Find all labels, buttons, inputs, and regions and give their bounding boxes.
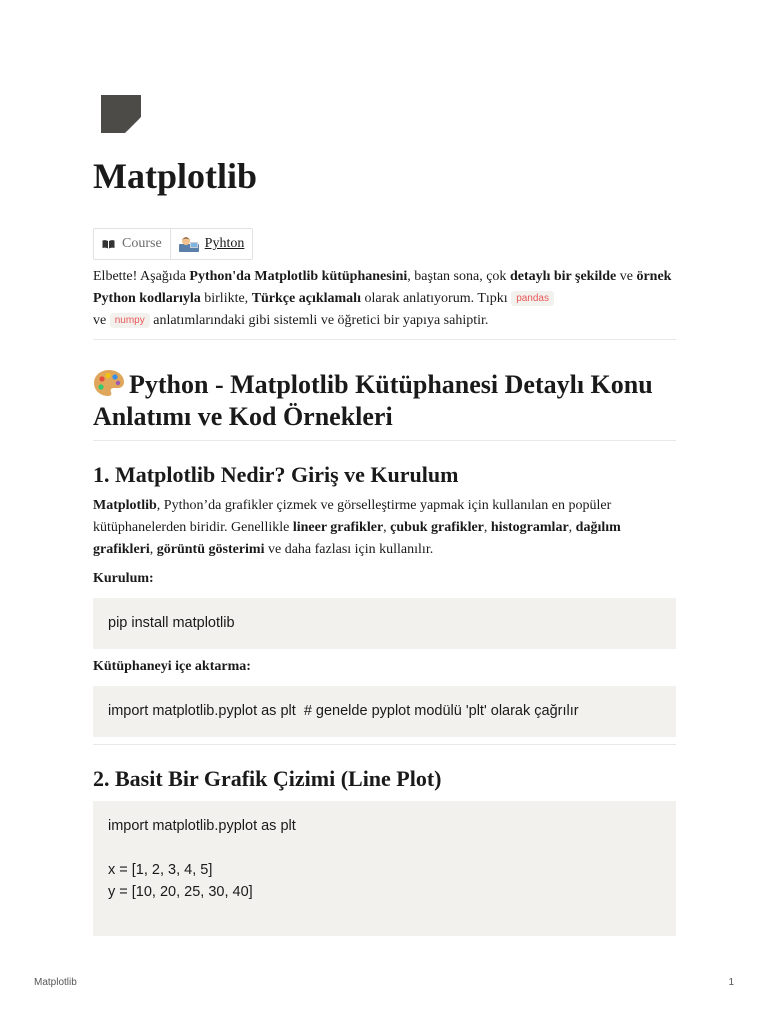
intro-paragraph [93, 266, 676, 332]
install-code-block[interactable]: pip install matplotlib [93, 598, 676, 649]
s1-bold-6: görüntü gösterimi [156, 542, 265, 557]
footer-title: Matplotlib [34, 977, 77, 988]
s1-bold-2: lineer grafikler [292, 520, 384, 535]
sticky-note-icon [101, 95, 141, 133]
page-title: Matplotlib [93, 156, 258, 196]
intro-bold-2: detaylı bir şekilde [509, 269, 617, 284]
property-type-label: Course [122, 236, 162, 251]
s1-bold-4: histogramlar [490, 520, 569, 535]
import-label: Kütüphaneyi içe aktarma: [93, 659, 251, 674]
course-link[interactable]: Pyhton [204, 236, 245, 251]
property-type [94, 229, 170, 259]
intro-bold-1: Python'da Matplotlib kütüphanesini [189, 269, 408, 284]
property-value[interactable] [170, 229, 253, 259]
divider [93, 744, 676, 745]
main-heading [93, 368, 676, 433]
inline-code-numpy: numpy [110, 313, 150, 328]
intro-text-4: birlikte, [200, 291, 252, 306]
main-heading-text: Python - Matplotlib Kütüphanesi Detaylı Konu Anlatımı ve Kod Örnekleri [93, 370, 653, 431]
line-plot-code-block[interactable]: import matplotlib.pyplot as plt x = [1, 2, 3, 4, 5] y = [10, 20, 25, 30, 40] [93, 801, 676, 936]
s1-text-2: , [383, 520, 391, 535]
divider [93, 339, 676, 340]
footer-page-number: 1 [728, 977, 734, 988]
technologist-icon [179, 236, 199, 252]
s1-text-1: , Python’da grafikler çizmek ve görselleştirme yapmak için kullanılan en popüler kütüphanelerden biridir. Genellikle [93, 498, 612, 535]
inline-code-pandas: pandas [511, 291, 554, 306]
intro-text-1: Elbette! Aşağıda [93, 269, 190, 284]
s1-bold-3: çubuk grafikler [390, 520, 484, 535]
divider [93, 440, 676, 441]
import-code-block[interactable]: import matplotlib.pyplot as plt # genelde pyplot modülü 'plt' olarak çağrılır [93, 686, 676, 737]
intro-text-7: anlatımlarındaki gibi sistemli ve öğretici bir yapıya sahiptir. [149, 313, 489, 328]
s1-bold-5: dağılım grafikleri [93, 520, 621, 557]
intro-bold-3: örnek Python kodlarıyla [93, 269, 672, 306]
properties-row [93, 228, 253, 260]
s1-bold-1: Matplotlib [93, 498, 157, 513]
intro-text-5: olarak anlatıyorum. Tıpkı [360, 291, 512, 306]
s1-text-3: , [483, 520, 491, 535]
s1-text-6: ve daha fazlası için kullanılır. [264, 542, 434, 557]
section-2-heading: 2. Basit Bir Grafik Çizimi (Line Plot) [93, 766, 442, 791]
section-1-paragraph [93, 495, 676, 561]
intro-bold-4: Türkçe açıklamalı [251, 291, 361, 306]
book-icon [102, 239, 115, 249]
s1-text-4: , [568, 520, 576, 535]
intro-text-2: , baştan sona, çok [407, 269, 510, 284]
intro-text-6: ve [93, 313, 110, 328]
intro-text-3: ve [616, 269, 637, 284]
section-1-heading: 1. Matplotlib Nedir? Giriş ve Kurulum [93, 462, 459, 487]
install-label: Kurulum: [93, 571, 154, 586]
palette-icon [93, 368, 125, 398]
s1-text-5: , [149, 542, 157, 557]
